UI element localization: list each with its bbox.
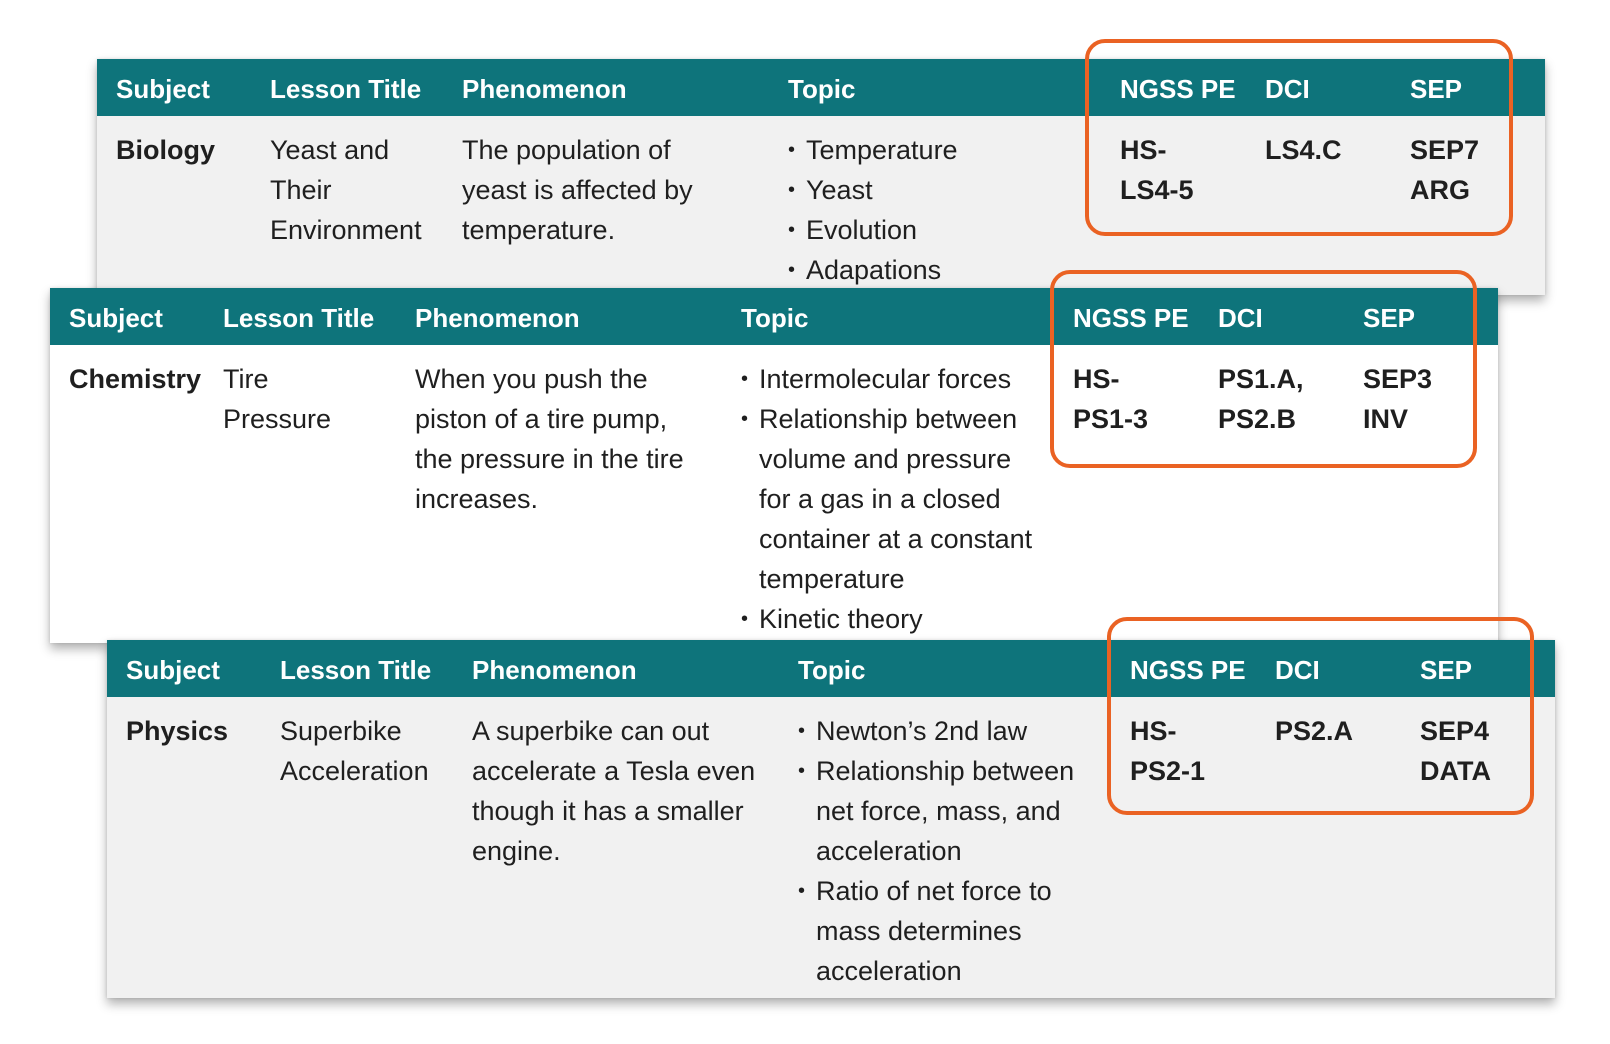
sep-cell: SEP3 INV [1363, 364, 1433, 434]
header-sep: SEP [1410, 74, 1463, 104]
header-dci: DCI [1265, 74, 1310, 104]
subject-cell: Biology [116, 135, 215, 165]
lesson-title-cell: Yeast and Their Environment [270, 135, 422, 245]
topic-item: • Ratio of net force to mass determines acceleration [798, 871, 1098, 991]
header-subject: Subject [116, 74, 210, 104]
standards-highlight-biology [1085, 39, 1513, 236]
header-lesson-title: Lesson Title [270, 74, 422, 104]
standards-highlight-chemistry [1050, 270, 1477, 468]
lesson-title-cell: Superbike Acceleration [280, 716, 429, 786]
header-lesson-title: Lesson Title [280, 655, 432, 685]
header-sep: SEP [1363, 303, 1416, 333]
ngss-pe-cell: HS-LS4-5 [1120, 135, 1194, 205]
header-subject: Subject [126, 655, 220, 685]
ngss-pe-cell: HS-PS1-3 [1073, 364, 1149, 434]
header-lesson-title: Lesson Title [223, 303, 375, 333]
header-ngss-pe: NGSS PE [1073, 303, 1189, 333]
topic-list [798, 711, 1098, 991]
topic-list [741, 359, 1046, 639]
dci-cell: LS4.C [1265, 135, 1342, 165]
topic-item: • Relationship between net force, mass, and acceleration [798, 751, 1098, 871]
header-ngss-pe: NGSS PE [1130, 655, 1246, 685]
phenomenon-cell: The population of yeast is affected by temperature. [462, 135, 693, 245]
topic-item: • Relationship between volume and pressure for a gas in a closed container at a constant temperature [741, 399, 1046, 599]
standards-highlight-physics [1107, 617, 1534, 815]
ngss-pe-cell: HS-PS2-1 [1130, 716, 1206, 786]
topic-list [788, 130, 1088, 290]
topic-item: • Newton’s 2nd law [798, 711, 1098, 751]
header-subject: Subject [69, 303, 163, 333]
sep-cell: SEP4 DATA [1420, 716, 1491, 786]
header-phenomenon: Phenomenon [462, 74, 627, 104]
topic-item: • Evolution [788, 210, 1088, 250]
phenomenon-cell: A superbike can out accelerate a Tesla even though it has a smaller engine. [472, 716, 756, 866]
header-topic: Topic [788, 74, 856, 104]
dci-cell: PS2.A [1275, 716, 1354, 746]
header-dci: DCI [1218, 303, 1263, 333]
header-dci: DCI [1275, 655, 1320, 685]
topic-item: • Temperature [788, 130, 1088, 170]
topic-item: • Yeast [788, 170, 1088, 210]
header-topic: Topic [798, 655, 866, 685]
dci-cell: PS1.A, PS2.B [1218, 364, 1304, 434]
header-ngss-pe: NGSS PE [1120, 74, 1236, 104]
topic-item: • Intermolecular forces [741, 359, 1046, 399]
topic-item: • Adapations [788, 250, 1088, 290]
header-sep: SEP [1420, 655, 1473, 685]
topic-item: • Kinetic theory [741, 599, 1046, 639]
header-phenomenon: Phenomenon [415, 303, 580, 333]
subject-cell: Chemistry [69, 364, 202, 394]
subject-cell: Physics [126, 716, 229, 746]
phenomenon-cell: When you push the piston of a tire pump, the pressure in the tire increases. [415, 364, 684, 514]
lesson-title-cell: Tire Pressure [223, 364, 332, 434]
header-phenomenon: Phenomenon [472, 655, 637, 685]
sep-cell: SEP7 ARG [1410, 135, 1480, 205]
header-topic: Topic [741, 303, 809, 333]
